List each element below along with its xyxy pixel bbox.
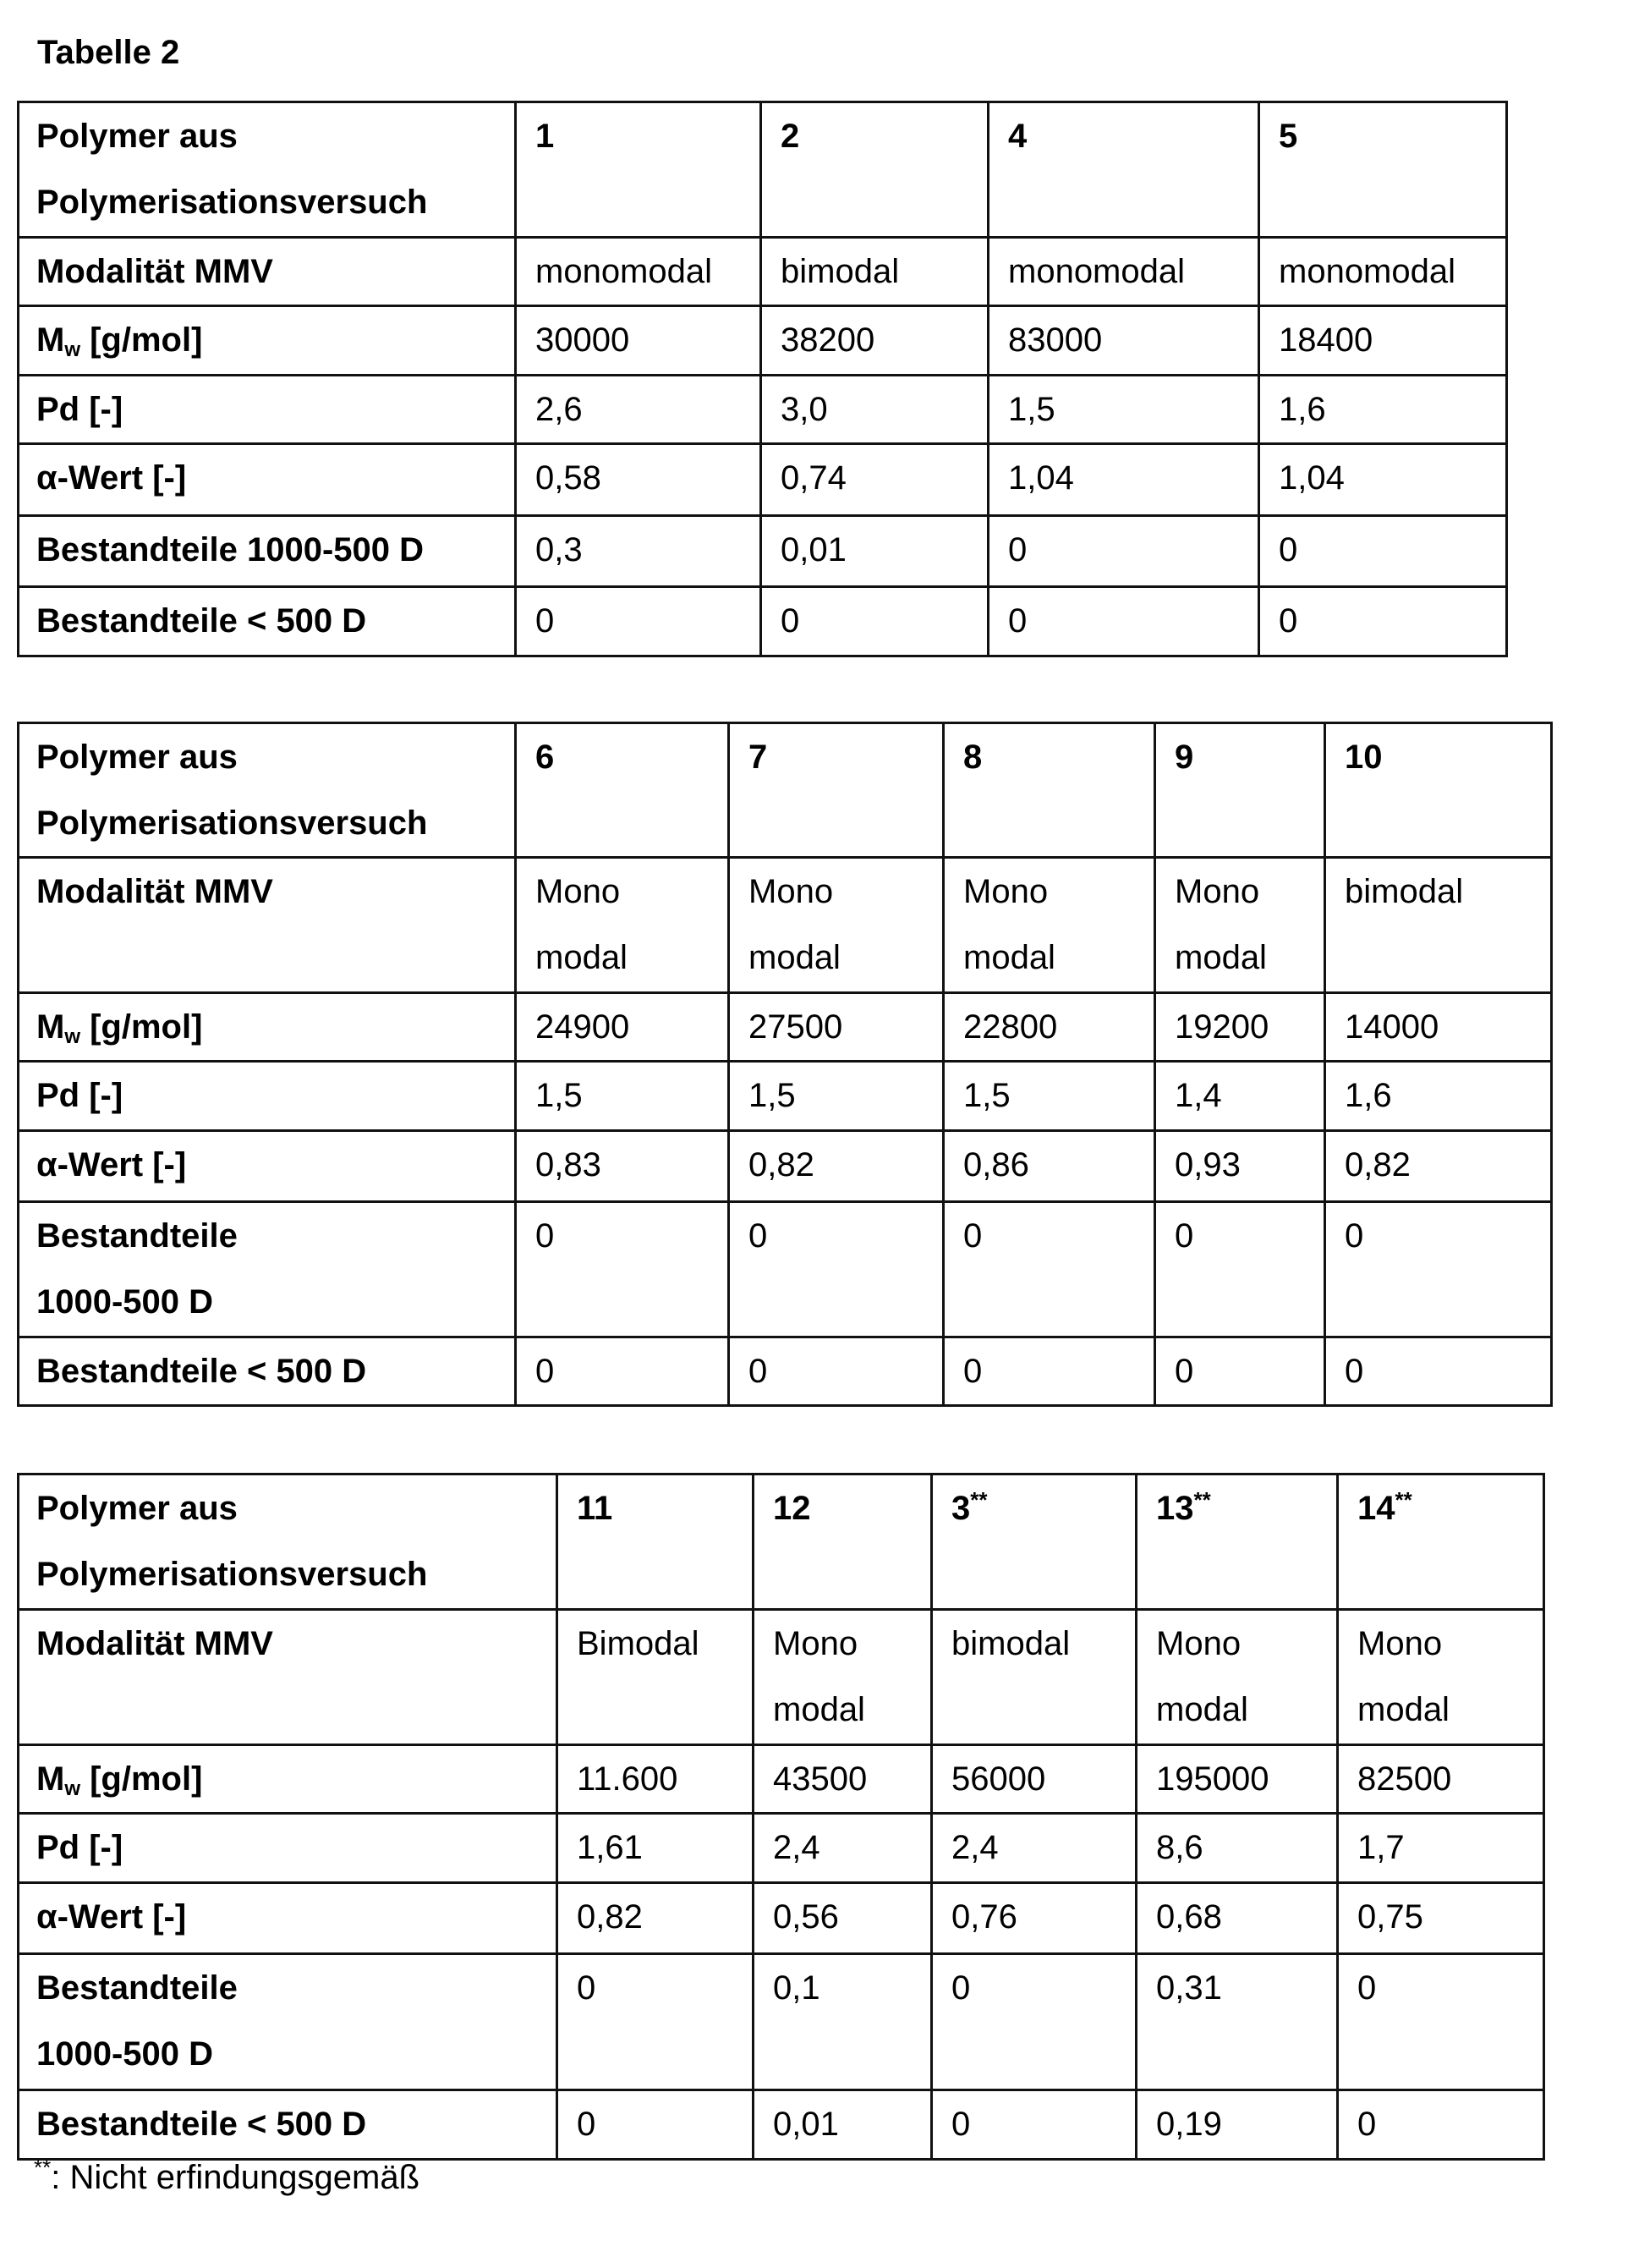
table-cell: 0,86 <box>944 1131 1155 1202</box>
table-cell: Mono modal <box>1338 1610 1544 1745</box>
table-cell: monomodal <box>1259 238 1507 306</box>
row-label-text: Modalität MMV <box>36 1625 273 1662</box>
table-cell: 38200 <box>761 306 989 376</box>
table-cell: 43500 <box>754 1745 932 1814</box>
table-cell: 0,56 <box>754 1883 932 1954</box>
column-number: 8 <box>963 739 982 776</box>
table-cell: 0 <box>932 2090 1137 2160</box>
table-cell: 2,4 <box>754 1814 932 1883</box>
table-cell: Bimodal <box>557 1610 754 1745</box>
row-label <box>19 238 516 306</box>
table-row <box>19 1610 1544 1745</box>
table-cell: 0 <box>944 1202 1155 1337</box>
table-cell: 0,82 <box>557 1883 754 1954</box>
table-cell: 2,6 <box>516 376 761 444</box>
table-cell: 11.600 <box>557 1745 754 1814</box>
table-row <box>19 1337 1552 1406</box>
row-label-text: α-Wert [-] <box>36 1898 186 1936</box>
table-cell: 0,82 <box>1325 1131 1552 1202</box>
table-cell: 2,4 <box>932 1814 1137 1883</box>
table-row <box>19 2090 1544 2160</box>
row-label-text: Bestandteile < 500 D <box>36 1353 366 1390</box>
table-cell: 82500 <box>1338 1745 1544 1814</box>
table-row <box>19 1745 1544 1814</box>
row-label <box>19 1131 516 1202</box>
table-cell: 30000 <box>516 306 761 376</box>
table-cell: 1,5 <box>729 1062 944 1131</box>
table-cell: 0 <box>1338 2090 1544 2160</box>
row-label-subscript: w <box>64 1777 80 1800</box>
column-number: 4 <box>1008 118 1027 155</box>
column-number: 14 <box>1357 1490 1395 1527</box>
table-cell: 1,6 <box>1259 376 1507 444</box>
column-header <box>1259 102 1507 238</box>
table-cell: 27500 <box>729 993 944 1062</box>
row-label <box>19 516 516 587</box>
column-header <box>989 102 1259 238</box>
column-number: 12 <box>773 1490 811 1527</box>
row-label: Polymer aus Polymerisationsversuch <box>19 723 516 858</box>
table-cell: 0,76 <box>932 1883 1137 1954</box>
table-cell: 0,31 <box>1137 1954 1338 2090</box>
row-label <box>19 444 516 516</box>
row-label <box>19 306 516 376</box>
table-cell: 1,7 <box>1338 1814 1544 1883</box>
table-cell: monomodal <box>989 238 1259 306</box>
polymer-table-3 <box>17 1473 1545 2161</box>
table-row <box>19 993 1552 1062</box>
table-row <box>19 376 1507 444</box>
table-cell: 0,19 <box>1137 2090 1338 2160</box>
header-row <box>19 102 1507 238</box>
column-header <box>932 1474 1137 1610</box>
column-number: 11 <box>577 1490 612 1527</box>
row-label-text: M <box>36 1760 64 1798</box>
table-cell: 1,5 <box>516 1062 729 1131</box>
row-label-text: α-Wert [-] <box>36 1146 186 1183</box>
footnote-mark: ** <box>1194 1487 1211 1513</box>
table-cell: monomodal <box>516 238 761 306</box>
table-cell: 18400 <box>1259 306 1507 376</box>
table-cell: Mono modal <box>944 858 1155 993</box>
table-cell: 22800 <box>944 993 1155 1062</box>
table-row <box>19 1202 1552 1337</box>
table-cell: 19200 <box>1155 993 1325 1062</box>
footnote-mark: ** <box>1395 1487 1412 1513</box>
column-header <box>761 102 989 238</box>
table-cell: 0 <box>1338 1954 1544 2090</box>
table-cell: 0,68 <box>1137 1883 1338 1954</box>
table-cell: bimodal <box>932 1610 1137 1745</box>
table-cell: Mono modal <box>729 858 944 993</box>
table-cell: 8,6 <box>1137 1814 1338 1883</box>
table-row <box>19 306 1507 376</box>
row-label-text: Modalität MMV <box>36 253 273 290</box>
table-cell: 0,01 <box>761 516 989 587</box>
row-label <box>19 587 516 656</box>
table-cell: Mono modal <box>1155 858 1325 993</box>
table-caption: Tabelle 2 <box>37 34 179 72</box>
table-row <box>19 1814 1544 1883</box>
table-cell: Mono modal <box>516 858 729 993</box>
column-number: 2 <box>781 118 799 155</box>
column-header <box>1137 1474 1338 1610</box>
row-label-text: Pd [-] <box>36 391 123 428</box>
table-cell: 0 <box>1155 1202 1325 1337</box>
row-label <box>19 1610 557 1745</box>
row-label-text: Pd [-] <box>36 1829 123 1866</box>
table-cell: 0,3 <box>516 516 761 587</box>
row-label-text: Bestandteile < 500 D <box>36 602 366 640</box>
column-header <box>557 1474 754 1610</box>
table-cell: 1,6 <box>1325 1062 1552 1131</box>
table-row <box>19 858 1552 993</box>
row-label <box>19 1883 557 1954</box>
row-label-text: Bestandteile 1000-500 D <box>36 531 424 568</box>
table-row <box>19 1062 1552 1131</box>
column-number: 10 <box>1345 739 1383 776</box>
table-cell: 0 <box>932 1954 1137 2090</box>
table-cell: 0 <box>557 1954 754 2090</box>
table-cell: 0 <box>1259 587 1507 656</box>
column-header <box>1325 723 1552 858</box>
row-label-text: Modalität MMV <box>36 873 273 910</box>
row-label <box>19 1954 557 2090</box>
table-cell: 0,74 <box>761 444 989 516</box>
table-cell: 56000 <box>932 1745 1137 1814</box>
table-cell: 1,04 <box>989 444 1259 516</box>
table-cell: Mono modal <box>754 1610 932 1745</box>
table-cell: 0,58 <box>516 444 761 516</box>
table-row <box>19 516 1507 587</box>
table-cell: 0 <box>989 516 1259 587</box>
column-header <box>1155 723 1325 858</box>
table-cell: 0 <box>1259 516 1507 587</box>
table-row <box>19 238 1507 306</box>
table-row <box>19 444 1507 516</box>
table-cell: 0 <box>729 1337 944 1406</box>
column-header <box>516 102 761 238</box>
table-cell: 1,5 <box>989 376 1259 444</box>
table-cell: 3,0 <box>761 376 989 444</box>
row-label <box>19 1337 516 1406</box>
row-label <box>19 376 516 444</box>
row-label-unit: [g/mol] <box>80 1008 202 1046</box>
row-label-unit: [g/mol] <box>80 1760 202 1798</box>
footnote-mark: ** <box>970 1487 987 1513</box>
table-cell: 195000 <box>1137 1745 1338 1814</box>
table-cell: 0 <box>516 1202 729 1337</box>
column-number: 3 <box>951 1490 970 1527</box>
footnote-text: : Nicht erfindungsgemäß <box>51 2159 419 2196</box>
table-cell: 0 <box>1155 1337 1325 1406</box>
row-label-text: Bestandteile < 500 D <box>36 2106 366 2143</box>
table-cell: 1,5 <box>944 1062 1155 1131</box>
table-cell: 0 <box>1325 1337 1552 1406</box>
table-cell: 24900 <box>516 993 729 1062</box>
table-row <box>19 1954 1544 2090</box>
table-cell: 14000 <box>1325 993 1552 1062</box>
row-label-text: M <box>36 1008 64 1046</box>
table-cell: 1,04 <box>1259 444 1507 516</box>
table-row <box>19 587 1507 656</box>
table-cell: bimodal <box>1325 858 1552 993</box>
row-label <box>19 2090 557 2160</box>
table-cell: 1,61 <box>557 1814 754 1883</box>
table-cell: Mono modal <box>1137 1610 1338 1745</box>
row-label: Polymer aus Polymerisationsversuch <box>19 1474 557 1610</box>
column-header <box>754 1474 932 1610</box>
table-cell: 0 <box>761 587 989 656</box>
header-row <box>19 723 1552 858</box>
row-label-subscript: w <box>64 338 80 361</box>
table-cell: 0 <box>1325 1202 1552 1337</box>
table-cell: 83000 <box>989 306 1259 376</box>
table-cell: 0,82 <box>729 1131 944 1202</box>
table-cell: 0,83 <box>516 1131 729 1202</box>
table-cell: 0 <box>516 587 761 656</box>
row-label-text: M <box>36 321 64 359</box>
row-label <box>19 1814 557 1883</box>
row-label-text: α-Wert [-] <box>36 459 186 497</box>
row-label <box>19 858 516 993</box>
column-header <box>1338 1474 1544 1610</box>
row-label-text: Pd [-] <box>36 1077 123 1114</box>
table-cell: 0 <box>557 2090 754 2160</box>
column-number: 1 <box>535 118 554 155</box>
table-cell: 0 <box>944 1337 1155 1406</box>
row-label <box>19 1745 557 1814</box>
column-number: 5 <box>1279 118 1297 155</box>
row-label-unit: [g/mol] <box>80 321 202 359</box>
column-header <box>516 723 729 858</box>
row-label <box>19 1062 516 1131</box>
footnote-mark: ** <box>34 2155 51 2180</box>
row-label: Polymer aus Polymerisationsversuch <box>19 102 516 238</box>
row-label-subscript: w <box>64 1025 80 1048</box>
row-label <box>19 993 516 1062</box>
table-cell: 1,4 <box>1155 1062 1325 1131</box>
table-row <box>19 1131 1552 1202</box>
row-label <box>19 1202 516 1337</box>
polymer-table-1 <box>17 101 1508 657</box>
table-cell: 0,01 <box>754 2090 932 2160</box>
column-number: 9 <box>1175 739 1193 776</box>
table-row <box>19 1883 1544 1954</box>
row-label-text: Bestandteile 1000-500 D <box>36 1217 238 1321</box>
footnote <box>34 2159 419 2197</box>
table-cell: 0,75 <box>1338 1883 1544 1954</box>
table-cell: 0 <box>516 1337 729 1406</box>
table-cell: 0 <box>729 1202 944 1337</box>
column-number: 13 <box>1156 1490 1194 1527</box>
polymer-table-2 <box>17 722 1553 1407</box>
table-cell: 0,1 <box>754 1954 932 2090</box>
column-header <box>944 723 1155 858</box>
column-number: 6 <box>535 739 554 776</box>
row-label-text: Bestandteile 1000-500 D <box>36 1969 238 2073</box>
header-row <box>19 1474 1544 1610</box>
column-number: 7 <box>748 739 767 776</box>
table-cell: 0,93 <box>1155 1131 1325 1202</box>
table-cell: bimodal <box>761 238 989 306</box>
column-header <box>729 723 944 858</box>
table-cell: 0 <box>989 587 1259 656</box>
